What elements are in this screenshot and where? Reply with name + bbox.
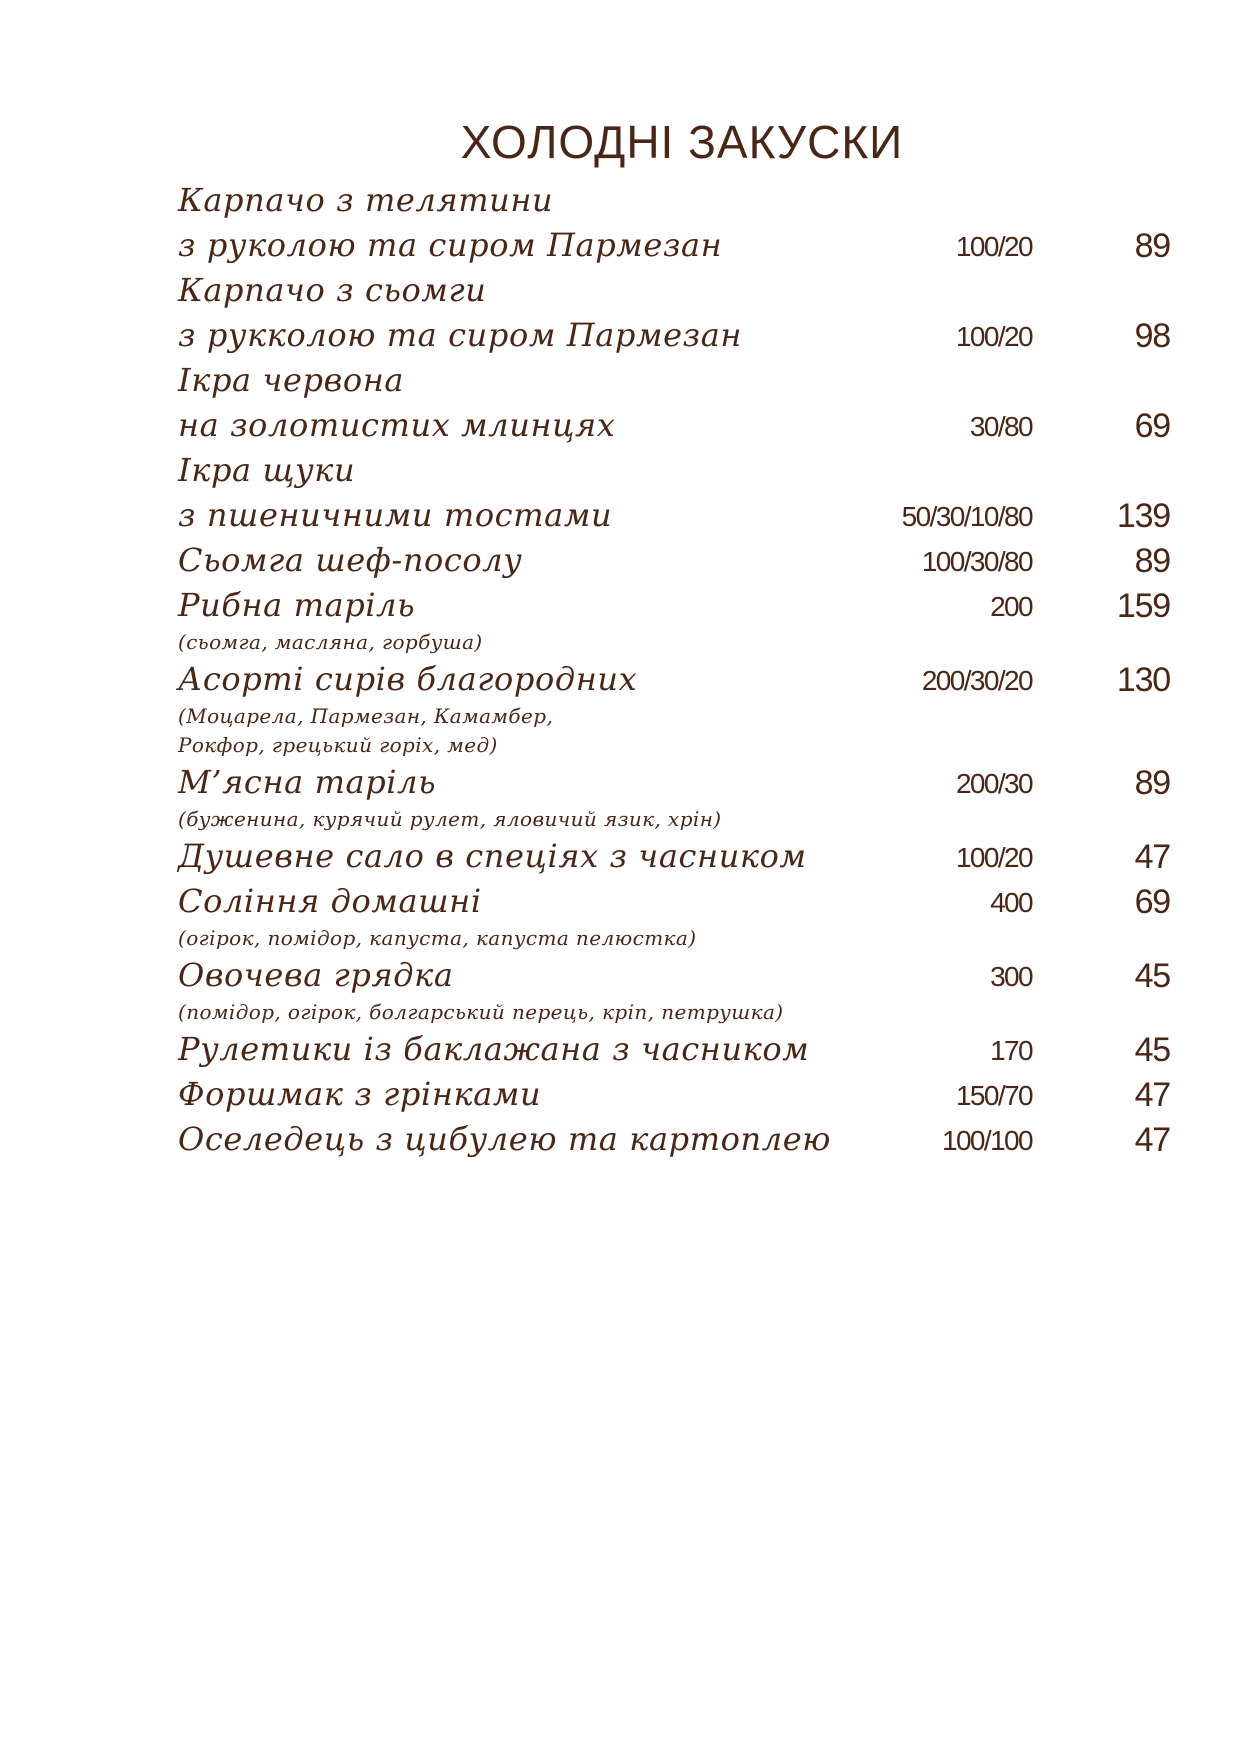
menu-list <box>178 178 1178 1162</box>
menu-section-title: ХОЛОДНІ ЗАКУСКИ <box>460 116 904 168</box>
menu-item-name: М’ясна таріль <box>178 763 437 801</box>
menu-item-weight: 150/70 <box>955 1080 1032 1111</box>
menu-item-weight: 100/20 <box>955 321 1032 352</box>
menu-item-name: з рукколою та сиром Пармезан <box>178 316 743 354</box>
menu-item-line <box>178 268 1178 313</box>
menu-item-line <box>178 448 1178 493</box>
menu-item <box>178 1117 1178 1162</box>
menu-item-line <box>178 834 1178 879</box>
menu-item-price: 69 <box>1134 407 1170 445</box>
menu-item-price: 47 <box>1134 1076 1170 1114</box>
menu-item-name: Рулетики із баклажана з часником <box>178 1030 810 1068</box>
menu-item <box>178 1072 1178 1117</box>
menu-item-line <box>178 223 1178 268</box>
menu-item-name: Овочева грядка <box>178 956 454 994</box>
menu-item-line <box>178 657 1178 702</box>
menu-item-line <box>178 178 1178 223</box>
menu-item-line <box>178 879 1178 924</box>
menu-item-line <box>178 953 1178 998</box>
menu-item <box>178 358 1178 448</box>
menu-item-weight: 400 <box>990 887 1032 918</box>
menu-item-weight: 100/30/80 <box>921 546 1032 577</box>
menu-item-weight: 170 <box>990 1035 1032 1066</box>
menu-item-name: Оселедець з цибулею та картоплею <box>178 1120 832 1158</box>
menu-item-weight: 300 <box>990 961 1032 992</box>
menu-item-price: 45 <box>1134 1031 1170 1069</box>
menu-item-price: 69 <box>1134 883 1170 921</box>
menu-item-line <box>178 583 1178 628</box>
menu-item <box>178 879 1178 953</box>
menu-item-price: 139 <box>1116 497 1170 535</box>
menu-item-name: Форшмак з грінками <box>178 1075 542 1113</box>
menu-item <box>178 760 1178 834</box>
menu-item <box>178 268 1178 358</box>
menu-item-line <box>178 493 1178 538</box>
menu-item-name: на золотистих млинцях <box>178 406 616 444</box>
menu-item-ingredients: Рокфор, грецький горіх, мед) <box>178 733 498 757</box>
menu-item-price: 45 <box>1134 957 1170 995</box>
menu-item-weight: 100/20 <box>955 231 1032 262</box>
menu-item <box>178 834 1178 879</box>
menu-item <box>178 657 1178 760</box>
menu-item-name: Рибна таріль <box>178 586 416 624</box>
menu-item-name: Сьомга шеф-посолу <box>178 541 523 579</box>
menu-item-name: Карпачо з телятини <box>178 181 554 219</box>
menu-item-name: Асорті сирів благородних <box>178 660 638 698</box>
menu-item <box>178 538 1178 583</box>
menu-item <box>178 953 1178 1027</box>
menu-item-ingredients: (помідор, огірок, болгарський перець, кріп, петрушка) <box>178 1000 784 1024</box>
menu-item <box>178 1027 1178 1072</box>
menu-item-price: 47 <box>1134 1121 1170 1159</box>
menu-item-price: 98 <box>1134 317 1170 355</box>
menu-item-line <box>178 1117 1178 1162</box>
menu-item-line <box>178 538 1178 583</box>
menu-item-name: Карпачо з сьомги <box>178 271 487 309</box>
menu-item-ingredients: (огірок, помідор, капуста, капуста пелюстка) <box>178 926 697 950</box>
menu-item-name: Ікра червона <box>178 361 405 399</box>
menu-item-price: 159 <box>1116 587 1170 625</box>
menu-item-ingredients: (буженина, курячий рулет, яловичий язик, хрін) <box>178 807 722 831</box>
menu-item-ingredients: (Моцарела, Пармезан, Камамбер, <box>178 704 554 728</box>
menu-item-price: 89 <box>1134 542 1170 580</box>
menu-item-weight: 100/100 <box>941 1125 1032 1156</box>
menu-item-weight: 200/30 <box>955 768 1032 799</box>
menu-item-line <box>178 313 1178 358</box>
menu-item-price: 89 <box>1134 227 1170 265</box>
menu-item-name: з руколою та сиром Пармезан <box>178 226 723 264</box>
menu-item-price: 47 <box>1134 838 1170 876</box>
menu-item-price: 89 <box>1134 764 1170 802</box>
menu-item <box>178 583 1178 657</box>
menu-item-line <box>178 403 1178 448</box>
menu-item-line <box>178 760 1178 805</box>
menu-item-weight: 200 <box>990 591 1032 622</box>
menu-item-weight: 200/30/20 <box>921 665 1032 696</box>
menu-item-name: Душевне сало в спеціях з часником <box>178 837 807 875</box>
menu-item-weight: 100/20 <box>955 842 1032 873</box>
menu-item-weight: 50/30/10/80 <box>901 501 1032 532</box>
menu-item-line <box>178 1027 1178 1072</box>
menu-item-line <box>178 1072 1178 1117</box>
menu-item-name: Соління домашні <box>178 882 482 920</box>
menu-item-line <box>178 358 1178 403</box>
menu-item-ingredients: (сьомга, масляна, горбуша) <box>178 630 483 654</box>
menu-item-name: з пшеничними тостами <box>178 496 613 534</box>
menu-item-name: Ікра щуки <box>178 451 356 489</box>
menu-item-weight: 30/80 <box>969 411 1032 442</box>
menu-item <box>178 178 1178 268</box>
menu-item-price: 130 <box>1116 661 1170 699</box>
menu-item <box>178 448 1178 538</box>
